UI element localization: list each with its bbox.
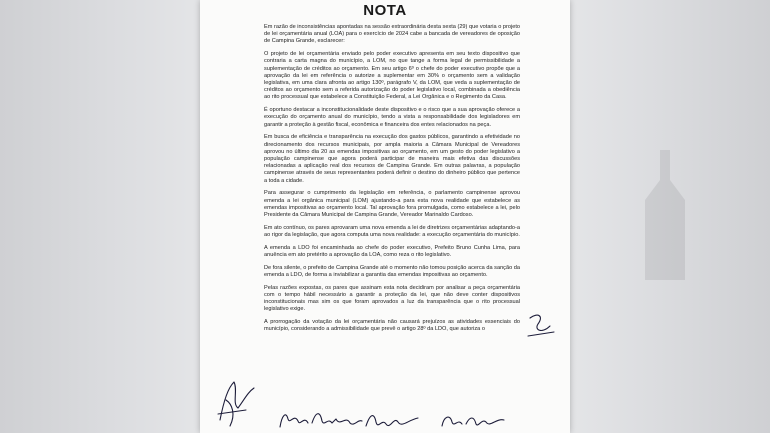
paragraph-1: Em razão de inconsistências apontadas na sessão extraordinária desta sexta (29) que votaria o projeto de lei orçamentária anual (LOA) para o exercício de 2024 cabe a bancada de vereadores de oposição de Campina Grande, esclarecer:: [264, 24, 520, 45]
paragraph-3: É oportuno destacar a inconstitucionalidade deste dispositivo e o risco que a sua aprovação oferece a execução do orçamento anual do município, tendo a vista a responsabilidade dos legisladores em garantir a proteção à gestão fiscal, econômica e financeira dos entes relacionados na peça.: [264, 107, 520, 128]
document-page: [200, 0, 570, 433]
signature-left: [214, 370, 260, 430]
document-title: NOTA: [363, 2, 407, 19]
paragraph-10: A prorrogação da votação da lei orçamentária não causará prejuízos as atividades essenciais do município, considerando a admissibilidade que prevê o artigo 28º da LDO, que autoriza o: [264, 319, 520, 333]
background-left: [0, 0, 200, 433]
signature-middle-1: [276, 405, 364, 433]
document-body: [264, 24, 520, 339]
paragraph-4: Em busca de eficiência e transparência na execução dos gastos públicos, garantindo a efetividade no direcionamento dos recursos municipais, por ampla maioria a Câmara Municipal de Vereadores aprovou no último dia 20 as emendas impositivas ao orçamento, em um gesto do poder legislativo a população campinense que agora poderá participar de maneira mais efetiva das discussões relacionadas a aplicação real dos recursos de Campina Grande. Em outras palavras, a população campinense através de seus representantes poderá definir o destino do dinheiro público que pertence a toda a cidade.: [264, 134, 520, 184]
background-figure: [630, 140, 700, 290]
paragraph-8: De fora silente, o prefeito de Campina Grande até o momento não tomou posição acerca da sanção da emenda a LDO, de forma a inviabilizar a garantia das emendas impositivas ao orçamento.: [264, 264, 520, 279]
signature-right-margin: [524, 308, 558, 342]
paragraph-9: Pelas razões expostas, os pares que assinam esta nota decidiram por analisar a peça orçamentária com o tempo hábil necessário a garantir a proteção da lei, que não deve conter dispositivos inconstitucionais mas sim os que foram aprovados a luz da transparência que o rito processual legislativo exige.: [264, 284, 520, 313]
paragraph-6: Em ato contínuo, os pares aprovaram uma nova emenda a lei de diretrizes orçamentárias adaptando-a ao rigor da legislação, que agora computa uma nova realidade: a execução orçamentária do município.: [264, 224, 520, 239]
paragraph-7: A emenda a LDO foi encaminhada ao chefe do poder executivo, Prefeito Bruno Cunha Lima, para anuência em ato pretérito a aprovação da LOA, como reza o rito legislativo.: [264, 244, 520, 259]
signature-middle-2: [362, 408, 422, 433]
paragraph-2: O projeto de lei orçamentária enviado pelo poder executivo apresenta em seu texto dispositivo que contraria a carta magna do município, a LOM, no que tange a forma legal de permissibilidade a suplementação de créditos ao orçamento. Em seu artigo 6º o chefe do poder executivo propõe que a aprovação da lei em referência o autorize a suplementar em 30% o orçamento sem a validação legislativa, em uma clara afronta ao artigo 130º, parágrafo V, da LOM, que veda a suplementação de créditos ao orçamento sem a referida autorização do poder legislativo local, combinada a obediência ao rito processual que estabelece a Constituição Federal, a Lei Orgânica e o Regimento da Casa.: [264, 51, 520, 101]
paragraph-5: Para assegurar o cumprimento da legislação em referência, o parlamento campinense aprovou emenda a lei orgânica municipal (LOM) ajustando-a para esta nova realidade que estabelece as emendas impositivas ao orçamento local. Tal aprovação fora promulgada, como estabelece a lei, pelo Presidente da Câmara Municipal de Campina Grande, Vereador Marinaldo Cardoso.: [264, 190, 520, 219]
signature-right-bottom: [438, 408, 508, 433]
